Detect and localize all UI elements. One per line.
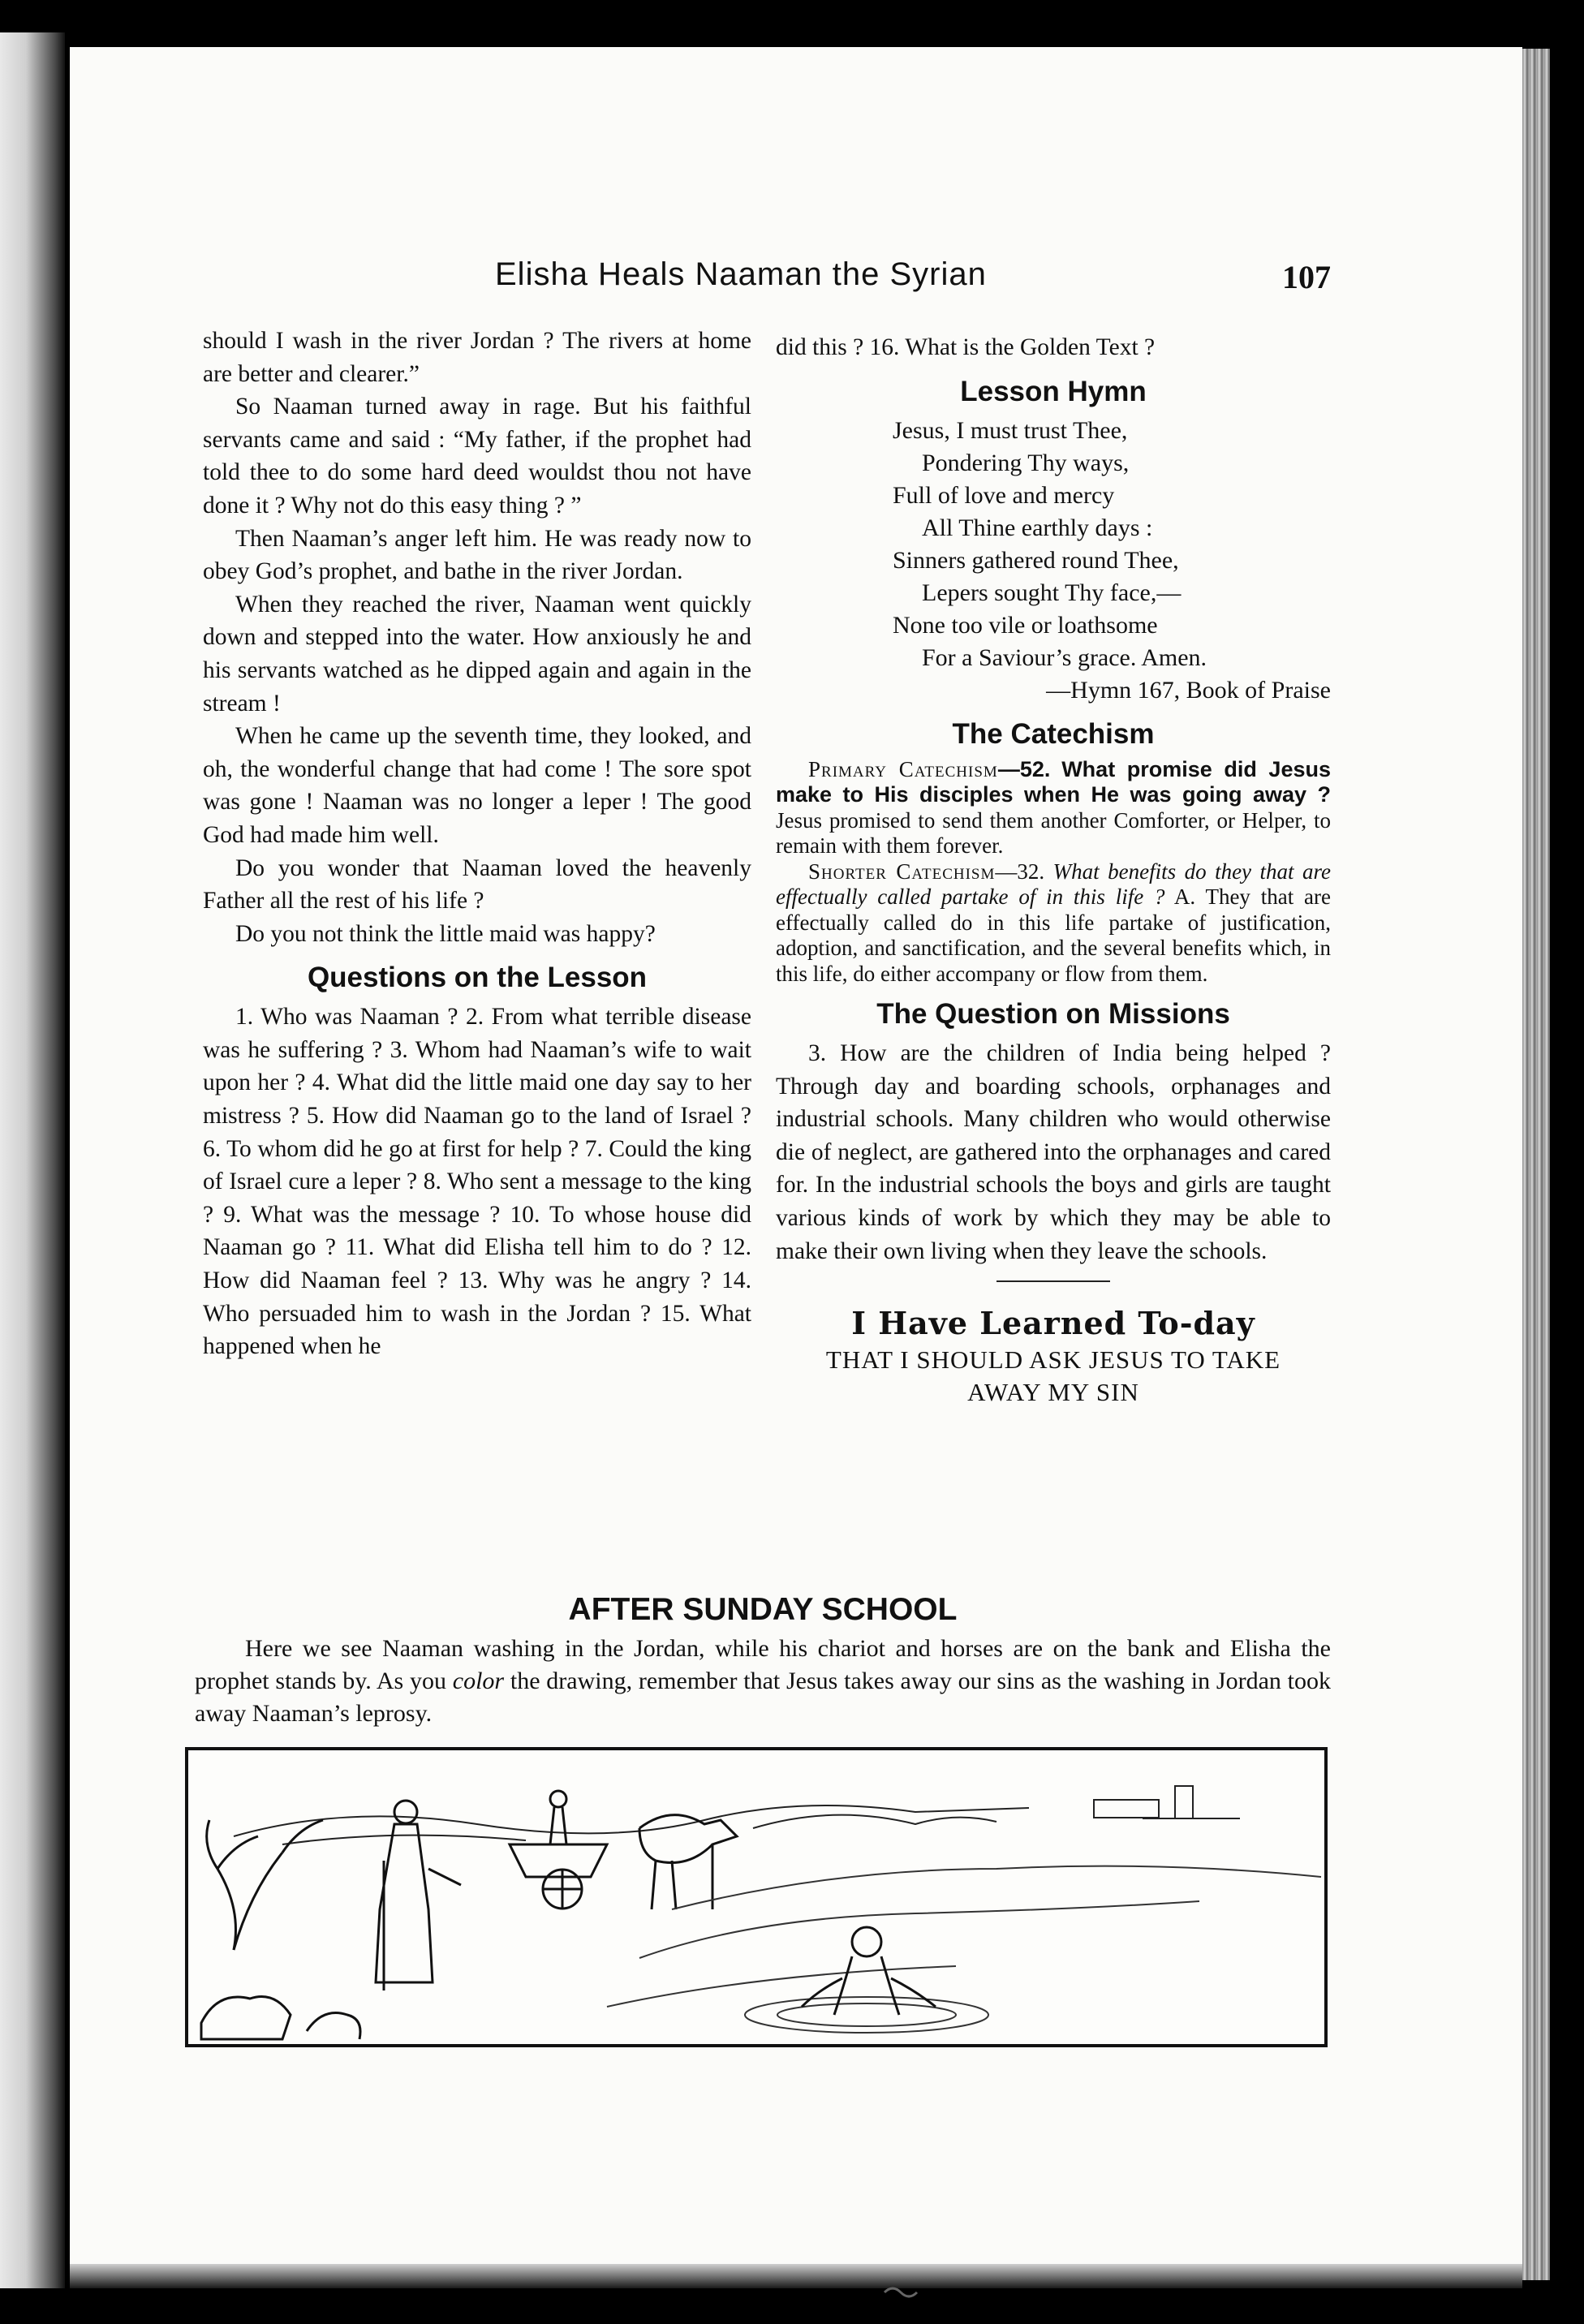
- primary-catechism-answer: Jesus promised to send them another Comforter, or Helper, to remain with them forever.: [776, 807, 1331, 859]
- illustration-frame: [187, 1749, 1326, 2046]
- hymn-heading: Lesson Hymn: [960, 375, 1147, 407]
- hymn-line: Full of love and mercy: [893, 481, 1115, 509]
- after-title: AFTER SUNDAY SCHOOL: [568, 1592, 958, 1627]
- hymn-line: None too vile or loathsome: [893, 611, 1158, 639]
- hymn-line: Lepers sought Thy face,—: [922, 579, 1182, 606]
- paragraph: When he came up the seventh time, they looked, and oh, the wonderful change that had come ! The sore spot was gone ! Naaman was no longer a leper ! The good God had made him well.: [203, 723, 751, 848]
- paragraph: Do you not think the little maid was happy?: [235, 920, 656, 947]
- learned-text-line: AWAY MY SIN: [967, 1378, 1139, 1407]
- hymn-source: —Hymn 167, Book of Praise: [1046, 676, 1331, 704]
- primary-catechism-number: —52.: [997, 756, 1051, 781]
- questions-continued: did this ? 16. What is the Golden Text ?: [776, 334, 1156, 360]
- paragraph: So Naaman turned away in rage. But his faithful servants came and said : “My father, if the prophet had told thee to do some hard deed wouldst thou not have done it ? Why not do this easy thing ? ”: [203, 394, 751, 519]
- primary-catechism-question: What promise did Jesus make to His disciples when He was going away ?: [776, 756, 1331, 807]
- shorter-catechism-label: Shorter Catechism: [808, 859, 996, 884]
- primary-catechism-label: Primary Catechism: [808, 756, 998, 781]
- missions-text: 3. How are the children of India being helped ? Through day and boarding schools, orphanages and industrial schools. Many children who would otherwise die of neglect, are gathered into the orphanages and cared for. In the industrial schools the boys and girls are taught various kinds of work by which they may be able to make their own living when they leave the schools.: [776, 1040, 1331, 1264]
- page-header: [495, 256, 1339, 305]
- hymn-line: All Thine earthly days :: [922, 514, 1153, 541]
- hymn-line: Sinners gathered round Thee,: [893, 546, 1179, 574]
- right-column: [776, 331, 1331, 1409]
- hymn-line: Jesus, I must trust Thee,: [893, 416, 1128, 444]
- shorter-catechism-answer: A. They that are effectually called do in this life partake of justification, adoption, and sanctification, and the several benefits which, in this life, do either accompany or flow from them.: [776, 884, 1331, 986]
- page-number: 107: [1282, 259, 1331, 295]
- learned-title: I Have Learned To-day: [851, 1305, 1255, 1342]
- after-text-part: the drawing, remember that Jesus takes away our sins as the washing in Jordan took away Naaman’s leprosy.: [195, 1668, 1331, 1727]
- page-bottom-shadow: [70, 2264, 1522, 2288]
- hymn-line: Pondering Thy ways,: [922, 449, 1130, 476]
- learned-text-line: THAT I SHOULD ASK JESUS TO TAKE: [825, 1345, 1281, 1375]
- shorter-catechism-question: What benefits do they that are effectually called partake of in this life ?: [776, 859, 1332, 910]
- hymn-line: For a Saviour’s grace. Amen.: [922, 643, 1207, 671]
- after-sunday-school: [195, 1590, 1331, 1730]
- shorter-catechism: [776, 859, 1331, 988]
- divider: [996, 1280, 1110, 1282]
- hymn-verse: [893, 415, 1331, 674]
- primary-catechism: [776, 757, 1331, 859]
- after-text-italic: color: [452, 1668, 505, 1694]
- coloring-illustration: [185, 1747, 1328, 2047]
- book-gutter: [0, 32, 65, 2288]
- left-column: [203, 325, 751, 1363]
- paragraph: When they reached the river, Naaman went quickly down and stepped into the water. How anxiously he and his servants watched as he dipped again and again in the stream !: [203, 591, 751, 717]
- paragraph: Do you wonder that Naaman loved the heavenly Father all the rest of his life ?: [203, 854, 751, 915]
- after-text: [195, 1633, 1331, 1730]
- paragraph: should I wash in the river Jordan ? The rivers at home are better and clearer.”: [203, 328, 751, 387]
- missions-heading: The Question on Missions: [876, 998, 1230, 1031]
- library-stamp-mark: [876, 2280, 925, 2305]
- questions-text: 1. Who was Naaman ? 2. From what terrible disease was he suffering ? 3. Whom had Naaman’s wife to wait upon her ? 4. What did the little maid one day say to her mistress ? 5. How did Naaman go to the land of Israel ? 6. To whom did he go at first for help ? 7. Could the king of Israel cure a leper ? 8. Who sent a message to the king ? 9. What was the message ? 10. To whose house did Naaman go ? 11. What did Elisha tell him to do ? 12. How did Naaman feel ? 13. Why was he angry ? 14. Who persuaded him to wash in the Jordan ? 15. What happened when he: [203, 1004, 751, 1360]
- paragraph: Then Naaman’s anger left him. He was ready now to obey God’s prophet, and bathe in the river Jordan.: [203, 525, 751, 585]
- page-edges: [1522, 49, 1550, 2280]
- after-text-part: Here we see Naaman washing in the Jordan, while his chariot and horses are on the bank and Elisha the prophet stands by. As you: [195, 1635, 1331, 1694]
- questions-heading: Questions on the Lesson: [307, 962, 648, 994]
- shorter-catechism-number: —32.: [995, 859, 1045, 884]
- running-head: Elisha Heals Naaman the Syrian: [495, 256, 987, 292]
- catechism-heading: The Catechism: [952, 717, 1155, 750]
